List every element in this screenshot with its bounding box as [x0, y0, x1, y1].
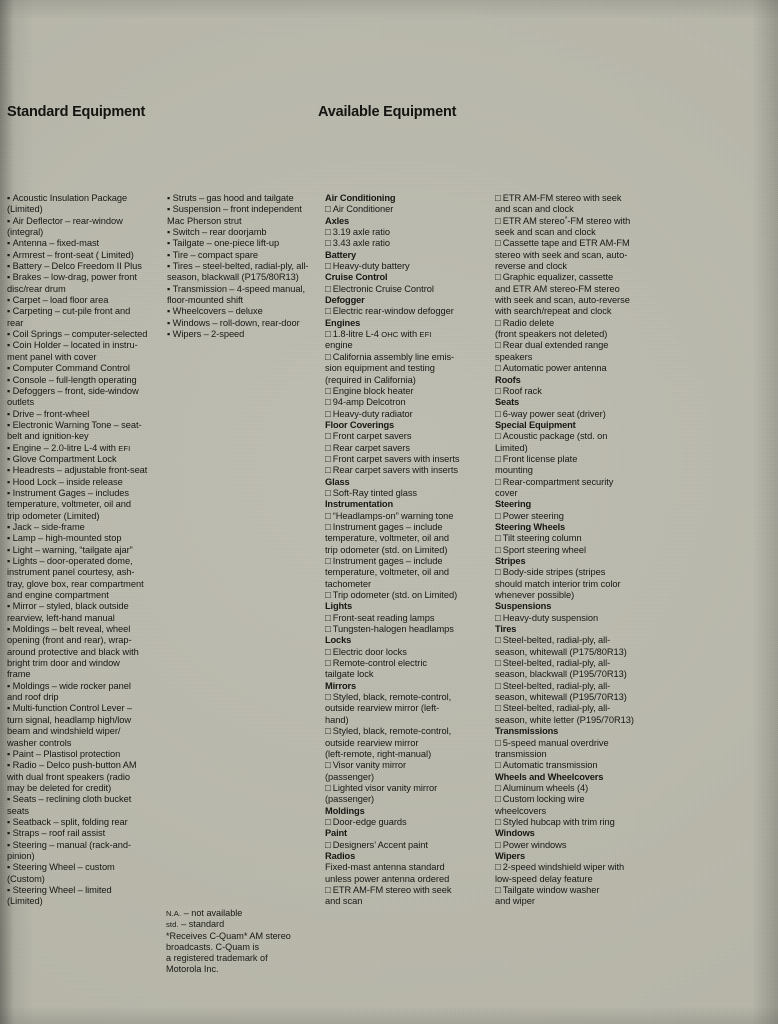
equipment-group-heading: Radios [325, 850, 356, 861]
equipment-item-continuation: Fixed-mast antenna standard [325, 862, 445, 873]
available-equipment-item: □ “Headlamps-on” warning tone [325, 511, 479, 522]
standard-equipment-item: ▪ Multi-function Control Lever – [7, 703, 165, 714]
available-equipment-item: □ Cassette tape and ETR AM-FM [495, 238, 655, 249]
standard-equipment-item: ▪ Acoustic Insulation Package [7, 193, 165, 204]
available-equipment-item: □ Rear carpet savers [325, 443, 479, 454]
equipment-group-heading: Wipers [495, 850, 526, 861]
standard-equipment-item: ▪ Switch – rear doorjamb [167, 227, 322, 238]
abbreviation: OHC [381, 330, 399, 340]
equipment-item-continuation: belt and ignition-key [7, 431, 89, 442]
equipment-item-continuation: season, whitewall (P175/80R13) [495, 646, 627, 657]
available-equipment-item: □ Automatic power antenna [495, 363, 655, 374]
equipment-item-continuation: opening (front and rear), wrap- [7, 635, 132, 646]
equipment-item-continuation: and scan and clock [495, 204, 574, 215]
footnote-line: N.A. – not available [166, 908, 243, 918]
equipment-item-continuation: reverse and clock [495, 261, 568, 272]
equipment-group-heading: Steering Wheels [495, 521, 566, 532]
footnote-marker: * [564, 215, 568, 223]
equipment-item-continuation: season, blackwall (P175/80R13) [167, 272, 299, 283]
equipment-group-heading: Windows [495, 828, 535, 839]
standard-equipment-item: ▪ Tires – steel-belted, radial-ply, all- [167, 261, 322, 272]
equipment-group-heading: Moldings [325, 805, 365, 816]
standard-equipment-item: ▪ Glove Compartment Lock [7, 454, 165, 465]
equipment-item-continuation: (Limited) [7, 896, 43, 907]
available-equipment-item: □ 94-amp Delcotron [325, 397, 479, 408]
equipment-item-continuation: outside rearview mirror (left- [325, 703, 440, 714]
available-equipment-item: □ Electric rear-window defogger [325, 306, 479, 317]
equipment-group-heading: Instrumentation [325, 499, 393, 510]
column-standard-equipment-1 [7, 193, 165, 908]
standard-equipment-item: ▪ Console – full-length operating [7, 375, 165, 386]
equipment-item-continuation: mounting [495, 465, 533, 476]
equipment-item-continuation: with search/repeat and clock [495, 306, 612, 317]
available-equipment-item: □ Heavy-duty suspension [495, 613, 655, 624]
standard-equipment-item: ▪ Seats – reclining cloth bucket [7, 794, 165, 805]
available-equipment-item: □ Body-side stripes (stripes [495, 567, 655, 578]
equipment-item-continuation: season, white letter (P195/70R13) [495, 714, 634, 725]
equipment-group-heading: Engines [325, 317, 361, 328]
equipment-group-heading: Cruise Control [325, 272, 388, 283]
equipment-group-heading: Tires [495, 624, 517, 635]
equipment-group-heading: Lights [325, 601, 352, 612]
standard-equipment-item: ▪ Steering Wheel – limited [7, 885, 165, 896]
available-equipment-item: □ Tungsten-halogen headlamps [325, 624, 479, 635]
available-equipment-item: □ Lighted visor vanity mirror [325, 783, 479, 794]
standard-equipment-item: ▪ Drive – front-wheel [7, 409, 165, 420]
equipment-group-heading: Wheels and Wheelcovers [495, 771, 604, 782]
equipment-item-continuation: (passenger) [325, 771, 375, 782]
available-equipment-item: □ Visor vanity mirror [325, 760, 479, 771]
available-equipment-item: □ Acoustic package (std. on [495, 431, 655, 442]
available-equipment-item: □ Tailgate window washer [495, 885, 655, 896]
equipment-group-heading: Suspensions [495, 601, 552, 612]
equipment-item-continuation: and engine compartment [7, 590, 109, 601]
available-equipment-item: □ Front carpet savers with inserts [325, 454, 479, 465]
available-equipment-item: □ Custom locking wire [495, 794, 655, 805]
available-equipment-item: □ ETR AM-FM stereo with seek [325, 885, 479, 896]
equipment-item-continuation: (integral) [7, 227, 44, 238]
standard-equipment-item: ▪ Coin Holder – located in instru- [7, 340, 165, 351]
available-equipment-item: □ Steel-belted, radial-ply, all- [495, 681, 655, 692]
equipment-group-heading: Stripes [495, 556, 526, 566]
abbreviation: N.A. [166, 909, 182, 918]
available-equipment-item: □ Front license plate [495, 454, 655, 465]
equipment-group-heading: Special Equipment [495, 419, 576, 430]
standard-equipment-item: ▪ Carpet – load floor area [7, 295, 165, 306]
equipment-item-continuation: floor-mounted shift [167, 295, 244, 306]
equipment-item-continuation: (Custom) [7, 873, 45, 884]
abbreviation: std. [166, 920, 179, 930]
available-equipment-item: □ 3.43 axle ratio [325, 238, 479, 249]
equipment-item-continuation: seats [7, 805, 29, 816]
equipment-item-continuation: season, whitewall (P195/70R13) [495, 692, 627, 703]
equipment-group-heading: Paint [325, 828, 347, 839]
available-equipment-item: □ Engine block heater [325, 386, 479, 397]
available-equipment-item: □ Graphic equalizer, cassette [495, 272, 655, 283]
equipment-item-continuation: trip odometer (Limited) [7, 510, 100, 521]
available-equipment-item: □ Power windows [495, 840, 655, 851]
available-equipment-item: □ Heavy-duty battery [325, 261, 479, 272]
available-equipment-item: □ Steel-belted, radial-ply, all- [495, 658, 655, 669]
column-available-equipment-2 [495, 193, 655, 908]
equipment-item-continuation: hand) [325, 714, 349, 725]
equipment-item-continuation: beam and windshield wiper/ [7, 726, 121, 737]
equipment-item-continuation: and wiper [495, 896, 535, 907]
available-equipment-item: □ Electronic Cruise Control [325, 284, 479, 295]
equipment-item-continuation: and scan [325, 896, 363, 907]
equipment-item-continuation: wheelcovers [495, 805, 547, 816]
standard-equipment-item: ▪ Wipers – 2-speed [167, 329, 322, 340]
standard-equipment-item: ▪ Straps – roof rail assist [7, 828, 165, 839]
equipment-item-continuation: rearview, left-hand manual [7, 612, 115, 623]
standard-equipment-item: ▪ Computer Command Control [7, 363, 165, 374]
equipment-item-continuation: and ETR AM stereo-FM stereo [495, 283, 620, 294]
equipment-item-continuation: tachometer [325, 578, 372, 589]
available-equipment-item: □ Instrument gages – include [325, 522, 479, 533]
standard-equipment-item: ▪ Hood Lock – inside release [7, 477, 165, 488]
available-equipment-item: □ Heavy-duty radiator [325, 409, 479, 420]
equipment-item-continuation: temperature, voltmeter, oil and [325, 567, 450, 578]
equipment-item-continuation: turn signal, headlamp high/low [7, 714, 132, 725]
standard-equipment-item: ▪ Paint – Plastisol protection [7, 749, 165, 760]
available-equipment-item: □ ETR AM stereo*-FM stereo with [495, 216, 655, 227]
column-available-equipment-1 [325, 193, 479, 908]
equipment-item-continuation: outside rearview mirror [325, 737, 419, 748]
footnote-line: std. – standard [166, 919, 225, 930]
standard-equipment-item: ▪ Seatback – split, folding rear [7, 817, 165, 828]
equipment-group-heading: Steering [495, 499, 531, 510]
available-equipment-item: □ Remote-control electric [325, 658, 479, 669]
standard-equipment-item: ▪ Transmission – 4-speed manual, [167, 284, 322, 295]
standard-equipment-item: ▪ Tailgate – one-piece lift-up [167, 238, 322, 249]
available-equipment-item: □ Designers’ Accent paint [325, 840, 479, 851]
standard-equipment-item: ▪ Suspension – front independent [167, 204, 322, 215]
equipment-item-continuation: with dual front speakers (radio [7, 771, 130, 782]
standard-equipment-item: ▪ Moldings – belt reveal, wheel [7, 624, 165, 635]
equipment-item-continuation: with seek and scan, auto-reverse [495, 295, 630, 306]
equipment-item-continuation: Mac Pherson strut [167, 215, 242, 226]
equipment-item-continuation: trip odometer (std. on Limited) [325, 544, 448, 555]
standard-equipment-item: ▪ Battery – Delco Freedom II Plus [7, 261, 165, 272]
standard-equipment-item: ▪ Headrests – adjustable front-seat [7, 465, 165, 476]
standard-equipment-item: ▪ Armrest – front-seat ( Limited) [7, 250, 165, 261]
footnote-line: broadcasts. C-Quam is [166, 941, 259, 952]
equipment-group-heading: Seats [495, 397, 520, 408]
standard-equipment-item: ▪ Light – warning, “tailgate ajar” [7, 545, 165, 556]
standard-equipment-item: ▪ Defoggers – front, side-window [7, 386, 165, 397]
equipment-columns [0, 193, 778, 908]
standard-equipment-item: ▪ Steering – manual (rack-and- [7, 840, 165, 851]
available-equipment-item: □ Steel-belted, radial-ply, all- [495, 703, 655, 714]
available-equipment-item: □ Tilt steering column [495, 533, 655, 544]
equipment-group-heading: Transmissions [495, 726, 559, 737]
equipment-item-continuation: tray, glove box, rear compartment [7, 578, 144, 589]
standard-equipment-item: ▪ Air Deflector – rear-window [7, 216, 165, 227]
available-equipment-item: □ Rear dual extended range [495, 340, 655, 351]
standard-equipment-item: ▪ Instrument Gages – includes [7, 488, 165, 499]
available-equipment-item: □ 5-speed manual overdrive [495, 738, 655, 749]
equipment-item-continuation: season, blackwall (P195/70R13) [495, 669, 627, 680]
equipment-item-continuation: cover [495, 487, 518, 498]
standard-equipment-item: ▪ Radio – Delco push-button AM [7, 760, 165, 771]
available-equipment-item: □ Roof rack [495, 386, 655, 397]
available-equipment-item: □ 1.8-litre L-4 OHC with EFI [325, 329, 479, 340]
equipment-item-continuation: may be deleted for credit) [7, 782, 112, 793]
equipment-item-continuation: (passenger) [325, 794, 375, 805]
equipment-item-continuation: low-speed delay feature [495, 873, 593, 884]
equipment-item-continuation: ment panel with cover [7, 351, 97, 362]
available-equipment-item: □ Soft-Ray tinted glass [325, 488, 479, 499]
available-equipment-item: □ Styled, black, remote-control, [325, 692, 479, 703]
available-equipment-item: □ Styled hubcap with trim ring [495, 817, 655, 828]
equipment-item-continuation: (Limited) [7, 204, 43, 215]
available-equipment-item: □ Rear carpet savers with inserts [325, 465, 479, 476]
available-equipment-item: □ Door-edge guards [325, 817, 479, 828]
equipment-item-continuation: instrument panel courtesy, ash- [7, 567, 135, 578]
equipment-item-continuation: unless power antenna ordered [325, 873, 450, 884]
available-equipment-item: □ Radio delete [495, 318, 655, 329]
standard-equipment-item: ▪ Windows – roll-down, rear-door [167, 318, 322, 329]
equipment-group-heading: Floor Coverings [325, 419, 395, 430]
footnotes-block [166, 908, 316, 976]
available-equipment-item: □ Steel-belted, radial-ply, all- [495, 635, 655, 646]
available-equipment-item: □ Aluminum wheels (4) [495, 783, 655, 794]
equipment-item-continuation: disc/rear drum [7, 283, 66, 294]
equipment-group-heading: Battery [325, 249, 356, 260]
footnote-line: Motorola Inc. [166, 964, 219, 975]
equipment-item-continuation: engine [325, 340, 353, 351]
equipment-group-heading: Glass [325, 476, 350, 487]
equipment-item-continuation: temperature, voltmeter, oil and [325, 533, 450, 544]
equipment-item-continuation: frame [7, 669, 31, 680]
available-equipment-item: □ Front carpet savers [325, 431, 479, 442]
equipment-item-continuation: rear [7, 317, 24, 328]
column-standard-equipment-2 [167, 193, 322, 908]
available-equipment-item: □ Styled, black, remote-control, [325, 726, 479, 737]
equipment-item-continuation: transmission [495, 748, 547, 759]
equipment-item-continuation: (left-remote, right-manual) [325, 748, 432, 759]
available-equipment-item: □ California assembly line emis- [325, 352, 479, 363]
equipment-item-continuation: seek and scan and clock [495, 227, 596, 238]
equipment-group-heading: Roofs [495, 374, 521, 385]
standard-equipment-item: ▪ Brakes – low-drag, power front [7, 272, 165, 283]
equipment-item-continuation: (front speakers not deleted) [495, 329, 608, 340]
available-equipment-item: □ Sport steering wheel [495, 545, 655, 556]
standard-equipment-item: ▪ Lights – door-operated dome, [7, 556, 165, 567]
equipment-item-continuation: (required in California) [325, 374, 416, 385]
available-equipment-item: □ 6-way power seat (driver) [495, 409, 655, 420]
available-equipment-item: □ 2-speed windshield wiper with [495, 862, 655, 873]
standard-equipment-item: ▪ Engine – 2.0-litre L-4 with EFI [7, 443, 165, 454]
available-equipment-item: □ Automatic transmission [495, 760, 655, 771]
equipment-item-continuation: bright trim door and window [7, 658, 120, 669]
standard-equipment-item: ▪ Antenna – fixed-mast [7, 238, 165, 249]
available-equipment-item: □ Rear-compartment security [495, 477, 655, 488]
equipment-item-continuation: should match interior trim color [495, 578, 621, 589]
footnote-line: *Receives C-Quam* AM stereo [166, 930, 291, 941]
standard-equipment-item: ▪ Carpeting – cut-pile front and [7, 306, 165, 317]
standard-equipment-item: ▪ Coil Springs – computer-selected [7, 329, 165, 340]
equipment-item-continuation: temperature, voltmeter, oil and [7, 499, 132, 510]
standard-equipment-item: ▪ Struts – gas hood and tailgate [167, 193, 322, 204]
footnote-line: a registered trademark of [166, 953, 268, 964]
equipment-item-continuation: and roof drip [7, 692, 59, 703]
available-equipment-item: □ Trip odometer (std. on Limited) [325, 590, 479, 601]
available-equipment-item: □ Electric door locks [325, 647, 479, 658]
standard-equipment-item: ▪ Tire – compact spare [167, 250, 322, 261]
equipment-item-continuation: tailgate lock [325, 669, 374, 680]
equipment-group-heading: Air Conditioning [325, 193, 396, 203]
abbreviation: EFI [419, 330, 432, 340]
available-equipment-item: □ Power steering [495, 511, 655, 522]
available-equipment-item: □ Front-seat reading lamps [325, 613, 479, 624]
equipment-item-continuation: stereo with seek and scan, auto- [495, 249, 628, 260]
available-equipment-item: □ Instrument gages – include [325, 556, 479, 567]
equipment-group-heading: Defogger [325, 295, 365, 306]
equipment-group-heading: Mirrors [325, 680, 356, 691]
standard-equipment-item: ▪ Jack – side-frame [7, 522, 165, 533]
available-equipment-item: □ ETR AM-FM stereo with seek [495, 193, 655, 204]
equipment-item-continuation: sion equipment and testing [325, 363, 435, 374]
page-title-standard-equipment: Standard Equipment [7, 104, 146, 120]
available-equipment-item: □ Air Conditioner [325, 204, 479, 215]
section-headings [0, 104, 778, 128]
equipment-item-continuation: speakers [495, 351, 533, 362]
standard-equipment-item: ▪ Wheelcovers – deluxe [167, 306, 322, 317]
standard-equipment-item: ▪ Moldings – wide rocker panel [7, 681, 165, 692]
available-equipment-item: □ 3.19 axle ratio [325, 227, 479, 238]
standard-equipment-item: ▪ Electronic Warning Tone – seat- [7, 420, 165, 431]
standard-equipment-item: ▪ Steering Wheel – custom [7, 862, 165, 873]
equipment-item-continuation: around protective and black with [7, 646, 139, 657]
equipment-group-heading: Axles [325, 215, 350, 226]
equipment-item-continuation: Limited) [495, 442, 528, 453]
standard-equipment-item: ▪ Mirror – styled, black outside [7, 601, 165, 612]
standard-equipment-item: ▪ Lamp – high-mounted stop [7, 533, 165, 544]
page-title-available-equipment: Available Equipment [318, 104, 457, 120]
equipment-item-continuation: washer controls [7, 737, 72, 748]
equipment-item-continuation: whenever possible) [495, 590, 575, 601]
abbreviation: EFI [118, 443, 131, 453]
equipment-item-continuation: pinion) [7, 850, 35, 861]
equipment-group-heading: Locks [325, 635, 352, 646]
equipment-item-continuation: outlets [7, 397, 35, 408]
